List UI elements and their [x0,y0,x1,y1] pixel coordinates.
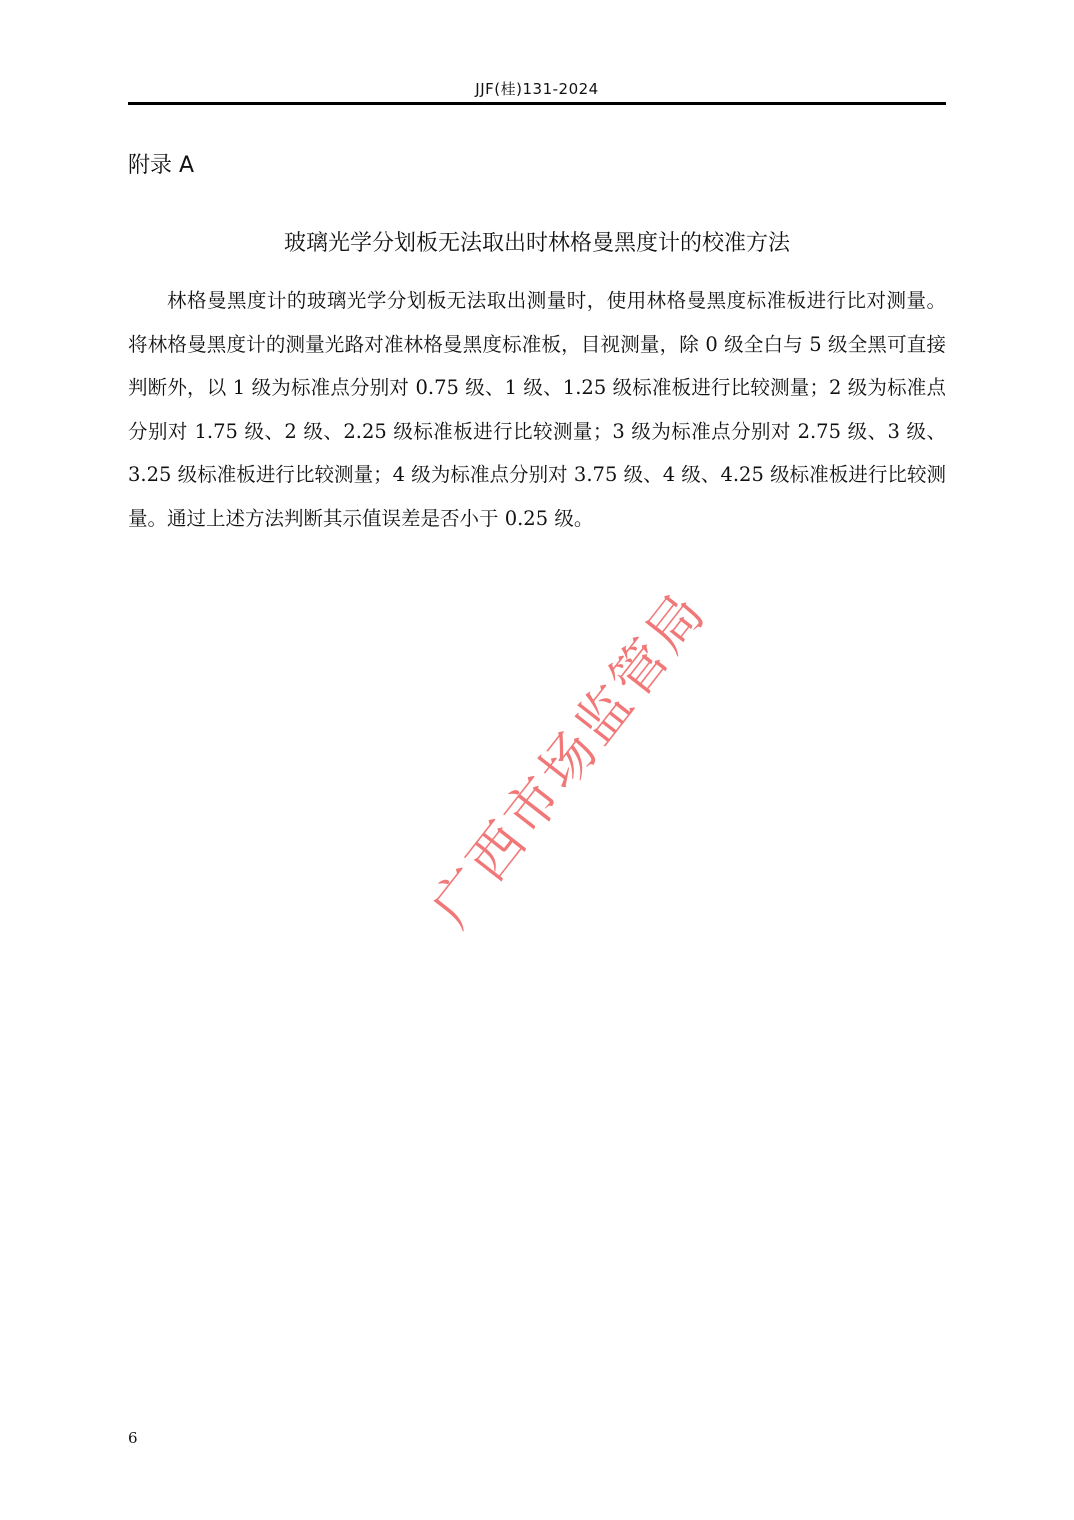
standard-code-header: JJF(桂)131-2024 [475,80,599,98]
header-rule [128,102,946,105]
appendix-title: 玻璃光学分划板无法取出时林格曼黑度计的校准方法 [283,231,790,256]
appendix-label: 附录 A [128,153,195,178]
watermark-text: 广西市场监管局 [419,579,720,939]
page-number: 6 [128,1429,138,1447]
body-paragraph: 林格曼黑度计的玻璃光学分划板无法取出测量时，使用林格曼黑度标准板进行比对测量。将林格曼黑度计的测量光路对准林格曼黑度标准板，目视测量，除 0 级全白与 5 级全黑可直接判断外，以 1 级为标准点分别对 0.75 级、1 级、1.25 级标准板进行比较测量；2 级为标准点分别对 1.75 级、2 级、2.25 级标准板进行比较测量；3 级为标准点分别对 2.75 级、3 级、3.25 级标准板进行比较测量；4 级为标准点分别对 3.75 级、4 级、4.25 级标准板进行比较测量。通过上述方法判断其示值误差是否小于 0.25 级。 [128,289,946,530]
